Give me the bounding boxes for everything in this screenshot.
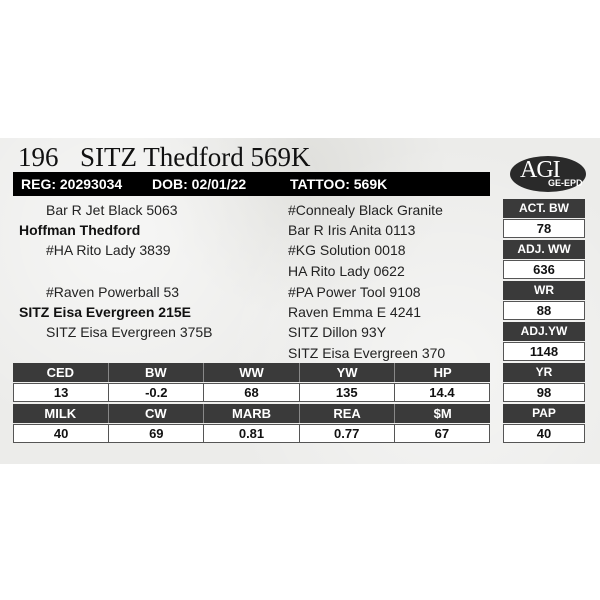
stat-value-adj-ww: 636 [503,260,585,279]
epd-header-bw: BW [109,363,205,382]
stat-value-act-bw: 78 [503,219,585,238]
stat-value-yr: 98 [503,383,585,402]
dam-sire-sire: #PA Power Tool 9108 [288,284,421,300]
dam-sire: #Raven Powerball 53 [46,284,180,300]
date-of-birth: DOB: 02/01/22 [152,176,247,192]
epd-value-row-1 [13,383,490,402]
stat-label-adj-ww: ADJ. WW [503,240,585,259]
epd-header-ww: WW [204,363,300,382]
tattoo: TATTOO: 569K [290,176,388,192]
epd-header-cw: CW [109,404,205,423]
epd-header-row-1 [13,363,490,382]
agi-logo [510,156,586,192]
epd-header-dollar-m: $M [433,406,452,421]
stat-label-pap: PAP [503,404,585,423]
epd-header-milk: MILK [13,404,109,423]
epd-header-row-2 [13,404,490,423]
logo-subtext: GE-EPD [548,178,583,188]
epd-value-marb: 0.81 [204,424,299,443]
stat-label-act-bw: ACT. BW [503,199,585,218]
epd-header-ced: CED [13,363,109,382]
epd-value-ww: 68 [204,383,299,402]
registration-number: REG: 20293034 [21,176,123,192]
lot-number: 196 [18,142,59,172]
epd-value-dollar-m: 67 [395,424,490,443]
sire-dam: #HA Rito Lady 3839 [46,242,171,258]
sire-sire-sire: #Connealy Black Granite [288,202,443,218]
sire: Hoffman Thedford [19,222,141,238]
stat-value-adj-yw: 1148 [503,342,585,361]
sire-dam-sire: #KG Solution 0018 [288,242,406,258]
sire-sire-dam: Bar R Iris Anita 0113 [288,222,416,238]
epd-header-rea: REA [300,404,396,423]
stat-label-adj-yw: ADJ.YW [503,322,585,341]
epd-value-ced: 13 [13,383,109,402]
logo-text: AGI [520,157,560,183]
dam-dam: SITZ Eisa Evergreen 375B [46,324,213,340]
epd-value-yw: 135 [300,383,395,402]
epd-header-yw: YW [300,363,396,382]
epd-value-bw: -0.2 [109,383,204,402]
stat-value-wr: 88 [503,301,585,320]
epd-header-marb: MARB [204,404,300,423]
info-bar [13,172,490,196]
page-title [18,142,310,172]
epd-value-milk: 40 [13,424,109,443]
epd-value-rea: 0.77 [300,424,395,443]
animal-name: SITZ Thedford 569K [80,142,311,172]
dam-dam-dam: SITZ Eisa Evergreen 370 [288,345,446,361]
sire-sire: Bar R Jet Black 5063 [46,202,178,218]
epd-value-hp: 14.4 [395,383,490,402]
epd-value-row-2 [13,424,490,443]
epd-value-cw: 69 [109,424,204,443]
sire-dam-dam: HA Rito Lady 0622 [288,263,405,279]
stat-label-wr: WR [503,281,585,300]
dam-dam-sire: SITZ Dillon 93Y [288,324,387,340]
stat-label-yr: YR [503,363,585,382]
epd-header-hp: HP [433,365,452,380]
stat-value-pap: 40 [503,424,585,443]
dam-sire-dam: Raven Emma E 4241 [288,304,422,320]
dam: SITZ Eisa Evergreen 215E [19,304,191,320]
